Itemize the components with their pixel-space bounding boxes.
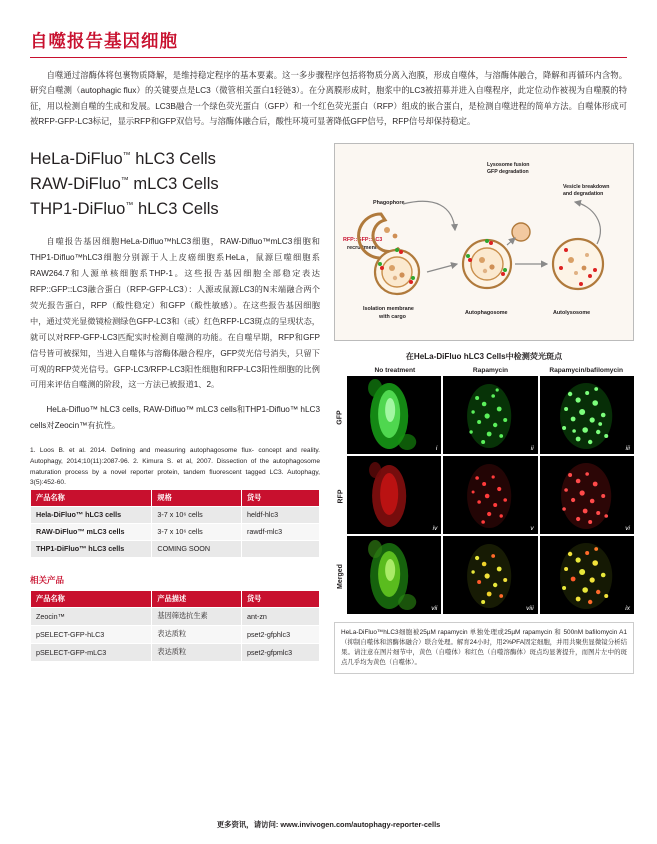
trademark-mark: ™: [122, 150, 131, 160]
svg-text:RFP::GFP::LC3: RFP::GFP::LC3: [343, 237, 383, 244]
panel-id: v: [530, 525, 534, 533]
micrograph-panel: [443, 536, 537, 614]
panel-id: ii: [530, 445, 534, 453]
cell-product-name: THP1-DiFluo™ hLC3 cells: [31, 540, 152, 557]
micrograph-panel: [540, 376, 634, 454]
products-table: [30, 489, 320, 558]
description-paragraph-1: 自噬报告基因细胞HeLa-Difluo™hLC3细胞，RAW-Difluo™mLC3细胞和THP1-Difluo™hLC3细胞分别源于人上皮癌细胞系HeLa，鼠源巨噬细胞系RAW264.7和人源单核细胞系THP-1。这些报告基因细胞全部稳定表达RFP::GFP::LC3融合蛋白（RFP-GFP-LC3）：人源或鼠源LC3的N末端融合两个荧光报告蛋白，RFP（酸性稳定）和GFP（酸性敏感）。在这些报告基因细胞中，通过荧光显微镜检测绿色GFP-LC3和（或）红色RFP-LC3斑点的呈现状态，就可以对RFP-GFP-LC3匹配实时检测自噬测的功能。在自噬早期，RFP和GFP信号皆可被探知，当进入自噬体与溶酶体融合程序，GFP荧光信号消失，只留下可观的RFP荧光信号。GFP-LC3/RFP-LC3阳性细胞和RFP-LC3阳性细胞的比例可用来评估自噬测的阶段，这一方法已被报道1、2。: [30, 236, 320, 390]
col-header-rapamycin: Rapamycin: [472, 367, 509, 375]
product-heading-1: HeLa-DiFluo™ hLC3 Cells: [30, 150, 216, 169]
cell-catalog: pset2-gfphlc3: [241, 625, 319, 643]
panel-id: vii: [431, 605, 438, 613]
cell-size: 3-7 x 10⁶ cells: [152, 506, 242, 523]
intro-paragraph: 自噬通过溶酶体将包裹物质降解，是维持稳定程序的基本要素。这一多步骤程序包括将物质分离入泡膜，形成自噬体，与溶酶体融合，降解和再循环内含物。研究自噬测（autophagic flux）的关键要点是LC3（微管相关蛋白1轻链3）。在分离膜形成时，胞浆中的LC3被招募并进入自噬程序，此定位动作被视为自噬膜的特征，用以检测自噬的生成和发展。LC3B融合一个绿色荧光蛋白（GFP）和一个红色荧光蛋白（RFP）组成的嵌合蛋白，是检测自噬进程的简单方法。自噬体形成可被RFP-GFP-LC3标记，显示RFP和GFP双信号。与溶酶体融合后，酸性环境可显著降低GFP信号，RFP信号却保持稳定。: [30, 70, 627, 127]
footer: [0, 819, 657, 830]
svg-text:Lysosome fusion: Lysosome fusion: [487, 162, 530, 169]
col-header-size: 规格: [152, 489, 242, 506]
svg-text:with cargo: with cargo: [379, 314, 406, 321]
svg-text:and degradation: and degradation: [563, 191, 604, 198]
cell-description: 表达质粒: [152, 643, 242, 661]
figure-note: HeLa-DiFluo™hLC3细胞被25µM rapamycin 单独处理或25µM rapamycin 和 500nM bafilomycin A1（抑制自噬体和溶酶体融合）联合处理。解育24小时，用2%PFA固定细胞，并用共聚焦显微镜分析结果。请注意在图片细节中，黄色（自噬体）和红色（自噬溶酶体）斑点均显著提升，而图片左中的斑点几乎均为黄色（自噬体）。: [334, 622, 634, 674]
micrograph-panel: [540, 456, 634, 534]
micrograph-panel: [347, 536, 441, 614]
micrograph-panel: [347, 456, 441, 534]
cell-catalog: [241, 540, 319, 557]
col-header-product-name: 产品名称: [31, 489, 152, 506]
panel-id: vi: [625, 525, 630, 533]
trademark-mark: ™: [125, 200, 134, 210]
cell-catalog: ant-zn: [241, 607, 319, 625]
col-header-catalog: 货号: [241, 489, 319, 506]
col-header-no-treatment: No treatment: [374, 367, 416, 375]
cell-product-name: Zeocin™: [31, 607, 152, 625]
cell-catalog: rawdf-mlc3: [241, 523, 319, 540]
micrograph-grid: [334, 367, 634, 616]
svg-text:Phagophore: Phagophore: [373, 200, 405, 207]
cell-size: COMING SOON: [152, 540, 242, 557]
micrograph-panel: [443, 376, 537, 454]
table-row: [31, 643, 320, 661]
col-header-product-name: 产品名称: [31, 590, 152, 607]
trademark-mark: ™: [120, 175, 129, 185]
row-label-gfp: GFP: [337, 410, 345, 425]
cell-product-name: pSELECT-GFP-mLC3: [31, 643, 152, 661]
product-headings: [30, 147, 320, 221]
row-label-rfp: RFP: [337, 489, 344, 504]
table-row: [31, 540, 320, 557]
related-products-table: [30, 590, 320, 662]
product-heading-3: THP1-DiFluo™ hLC3 Cells: [30, 199, 219, 218]
description-paragraph-2: HeLa-Difluo™ hLC3 cells, RAW-Difluo™ mLC3 cells和THP1-Difluo™ hLC3 cells对Zeocin™有抗性。: [30, 405, 320, 431]
related-products-title: 相关产品: [30, 574, 65, 585]
svg-text:GFP degradation: GFP degradation: [487, 169, 529, 176]
cell-description: 表达质粒: [152, 625, 242, 643]
svg-text:Vesicle breakdown: Vesicle breakdown: [563, 184, 610, 191]
svg-text:Autophagosome: Autophagosome: [465, 310, 508, 317]
table-header-row: [31, 590, 320, 607]
left-column: [30, 143, 320, 661]
row-label-column: [334, 367, 347, 616]
table-header-row: [31, 489, 320, 506]
col-header-catalog: 货号: [241, 590, 319, 607]
table-row: [31, 506, 320, 523]
micrograph-row-gfp: [347, 376, 634, 454]
product-heading-2: RAW-DiFluo™ mLC3 Cells: [30, 175, 219, 194]
micrograph-cells: [347, 367, 634, 616]
footer-link[interactable]: www.invivogen.com/autophagy-reporter-cells: [280, 820, 441, 829]
table-row: [31, 625, 320, 643]
footer-prefix: 更多资讯，请访问:: [216, 820, 281, 829]
table-row: [31, 523, 320, 540]
col-header-rapamycin-bafilomycin: Rapamycin/bafilomycin: [549, 367, 623, 375]
body-columns: [30, 143, 630, 674]
cell-description: 基因筛选抗生素: [152, 607, 242, 625]
column-headers: [347, 367, 634, 374]
micrograph-panel: [443, 456, 537, 534]
pathway-illustration: [335, 144, 634, 340]
right-column: [334, 143, 634, 674]
cell-catalog: heldf-hlc3: [241, 506, 319, 523]
micrograph-panel: [347, 376, 441, 454]
table-row: [31, 607, 320, 625]
micrograph-row-rfp: [347, 456, 634, 534]
title-divider: [30, 57, 627, 58]
svg-text:recruitment: recruitment: [347, 245, 377, 252]
page-title: 自噬报告基因细胞: [30, 31, 178, 51]
cell-product-name: RAW-DiFluo™ mLC3 cells: [31, 523, 152, 540]
cell-product-name: pSELECT-GFP-hLC3: [31, 625, 152, 643]
panel-id: iii: [625, 445, 630, 453]
panel-id: viii: [526, 605, 534, 613]
autophagy-pathway-diagram: [334, 143, 634, 341]
cell-size: 3-7 x 10⁶ cells: [152, 523, 242, 540]
figure-caption: 在HeLa-DiFluo hLC3 Cells中检测荧光斑点: [405, 352, 563, 362]
panel-id: ix: [625, 605, 630, 613]
panel-id: i: [435, 445, 438, 453]
svg-text:Autolysosome: Autolysosome: [553, 310, 591, 317]
micrograph-row-merged: [347, 536, 634, 614]
col-header-description: 产品描述: [152, 590, 242, 607]
panel-id: iv: [432, 525, 438, 533]
micrograph-panel: [540, 536, 634, 614]
cell-product-name: Hela-DiFluo™ hLC3 cells: [31, 506, 152, 523]
svg-text:Isolation membrane: Isolation membrane: [363, 306, 414, 313]
cell-catalog: pset2-gfpmlc3: [241, 643, 319, 661]
row-label-merged: Merged: [337, 564, 344, 589]
references: 1. Loos B. et al. 2014. Defining and measuring autophagosome flux- concept and reality. Autophagy, 2014;10(11):2087-96. 2. Kimura S. et al, 2007. Dissection of the autophagosome maturation process by a novel reporter protein, tandem fluorescent tagged LC3. Autophagy, 3(5):452-60.: [30, 447, 320, 487]
